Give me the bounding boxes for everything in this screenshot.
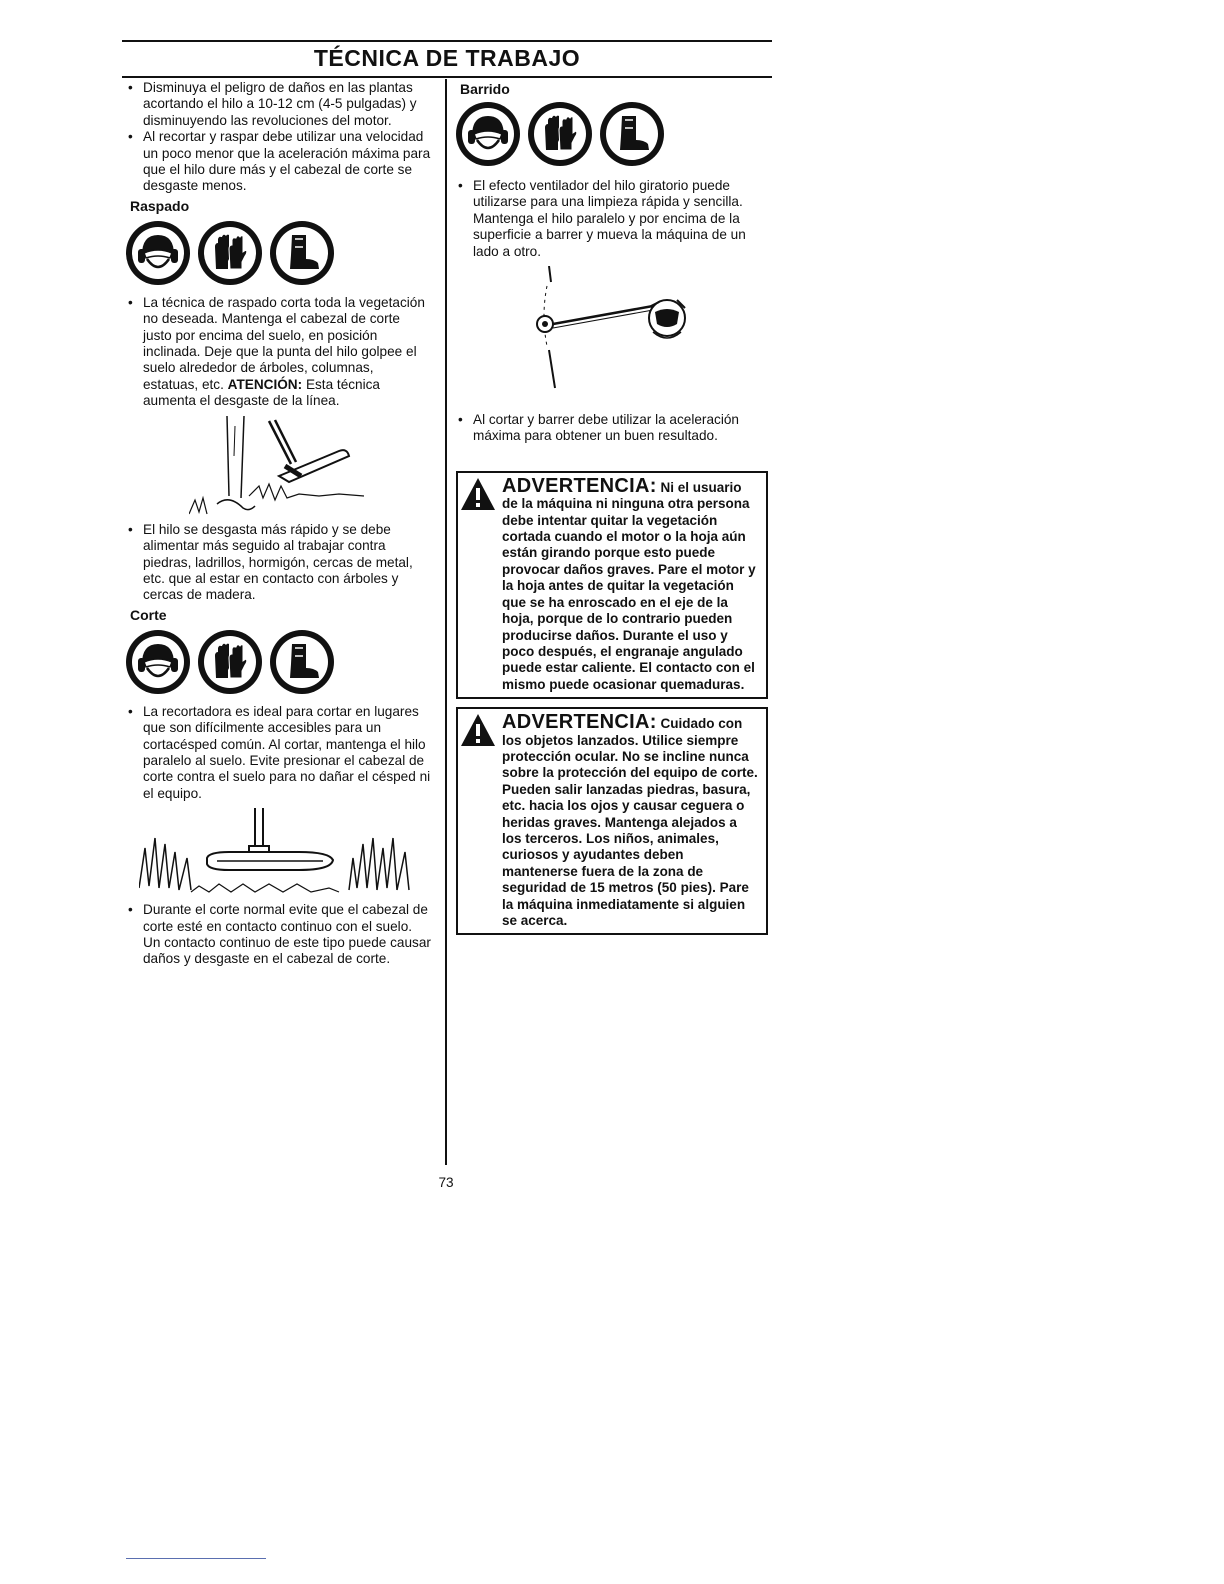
warning-text: Ni el usuario de la máquina ni ninguna otra persona debe intentar quitar la vegetación cortada cuando el motor o la hoja aún están girando porque esto puede provocar daños graves. Pare el motor y la hoja antes de quitar la vegetación que se ha enroscado en el eje de la hoja, porque de lo contrario pueden producirse daños. Durante el uso y poco después, el engranaje angulado puede estar caliente. El contacto con el mismo puede ocasionar quemaduras. xyxy=(502,479,756,692)
raspado-bullet-list xyxy=(126,295,431,410)
warning-label: ADVERTENCIA: xyxy=(502,474,657,497)
sweeping-illustration xyxy=(527,266,697,406)
intro-bullet-list xyxy=(126,80,431,195)
footer-link-line xyxy=(126,1558,266,1559)
page-title: TÉCNICA DE TRABAJO xyxy=(122,40,772,78)
list-item xyxy=(126,295,431,410)
boot-icon xyxy=(600,102,664,166)
corte-ppe-icons xyxy=(126,630,431,694)
page-number: 73 xyxy=(438,1175,454,1190)
gloves-icon xyxy=(198,630,262,694)
list-item: • El efecto ventilador del hilo giratorio puede utilizarse para una limpieza rápida y sencilla. Mantenga el hilo paralelo y por encima de la superficie a barrer y mueva la máquina de un lado a otro. xyxy=(456,178,768,260)
right-column xyxy=(456,80,768,935)
helmet-hearing-protection-icon xyxy=(126,221,190,285)
gloves-icon xyxy=(528,102,592,166)
helmet-hearing-protection-icon xyxy=(126,630,190,694)
warning-box-rotating-blade xyxy=(456,471,768,699)
warning-box-thrown-objects xyxy=(456,707,768,935)
corte-bullet-list xyxy=(126,704,431,802)
warning-triangle-icon xyxy=(460,713,496,747)
trimming-near-tree-illustration xyxy=(189,416,369,516)
barrido-bullet-list xyxy=(456,178,768,260)
list-item: • El hilo se desgasta más rápido y se debe alimentar más seguido al trabajar contra piedras, ladrillos, hormigón, cercas de metal, etc. que al estar en contacto con árboles y cercas de madera. xyxy=(126,522,431,604)
warning-text: Cuidado con los objetos lanzados. Utilice siempre protección ocular. No se incline nunca sobre la protección del equipo de corte. Pueden salir lanzadas piedras, basura, etc. hacia los ojos y causar ceguera o heridas graves. Mantenga alejados a los terceros. Los niños, animales, curiosos y ayudantes deben mantenerse fuera de la zona de seguridad de 15 metros (50 pies). Pare la máquina inmediatamente si alguien se acerca. xyxy=(502,716,758,928)
raspado-bullet-list-2 xyxy=(126,522,431,604)
barrido-bullet-list-2 xyxy=(456,412,768,445)
attention-label: ATENCIÓN: xyxy=(227,376,303,392)
cutting-grass-illustration xyxy=(139,808,419,896)
list-item: • Al cortar y barrer debe utilizar la aceleración máxima para obtener un buen resultado. xyxy=(456,412,768,445)
warning-triangle-icon xyxy=(460,477,496,511)
list-item: • Disminuya el peligro de daños en las plantas acortando el hilo a 10-12 cm (4-5 pulgadas) y disminuyendo las revoluciones del motor. xyxy=(126,80,431,129)
left-column xyxy=(126,80,431,968)
raspado-text-tail: Esta técnica aumenta el desgaste de la línea. xyxy=(143,376,380,409)
corte-bullet-list-2 xyxy=(126,902,431,968)
list-item: • Durante el corte normal evite que el cabezal de corte esté en contacto continuo con el suelo. Un contacto continuo de este tipo puede causar daños y desgaste en el cabezal de corte. xyxy=(126,902,431,968)
boot-icon xyxy=(270,221,334,285)
barrido-heading: Barrido xyxy=(460,81,510,97)
list-item: • La recortadora es ideal para cortar en lugares que son difícilmente accesibles para un cortacésped común. Al cortar, mantenga el hilo paralelo al suelo. Evite presionar el cabezal de corte contra el suelo para no dañar el césped ni el equipo. xyxy=(126,704,431,802)
raspado-text: La técnica de raspado corta toda la vegetación no deseada. Mantenga el cabezal de corte justo por encima del suelo, en posición inclinada. Deje que la punta del hilo golpee el suelo alrededor de árboles, columnas, estatuas, etc. xyxy=(143,294,425,392)
barrido-ppe-icons xyxy=(456,102,768,166)
corte-heading: Corte xyxy=(130,606,167,623)
helmet-hearing-protection-icon xyxy=(456,102,520,166)
gloves-icon xyxy=(198,221,262,285)
raspado-ppe-icons xyxy=(126,221,431,285)
boot-icon xyxy=(270,630,334,694)
warning-label: ADVERTENCIA: xyxy=(502,711,657,734)
raspado-heading: Raspado xyxy=(130,197,190,214)
list-item: • Al recortar y raspar debe utilizar una velocidad un poco menor que la aceleración máxima para que el hilo dure más y el cabezal de corte se desgaste menos. xyxy=(126,129,431,195)
column-divider xyxy=(445,79,447,1165)
